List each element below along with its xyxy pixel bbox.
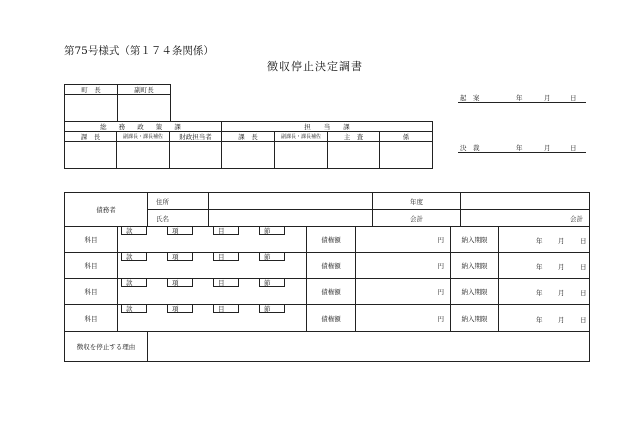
stamp-box-4[interactable] [221,141,275,169]
subject-label: 科目 [64,226,118,253]
moku-field[interactable]: 目 [213,278,239,287]
kou-field[interactable]: 項 [167,226,193,235]
moku-field[interactable]: 目 [213,226,239,235]
deadline-month: 月 [558,263,565,271]
account-input[interactable]: 会計 [460,209,590,227]
fiscal-year-label: 年度 [372,192,461,210]
senior-staff-header: 主 査 [327,131,380,142]
amount-input[interactable]: 円 [355,226,451,253]
decision-date-field[interactable] [458,143,586,153]
draft-label: 起 案 [460,94,480,102]
subject-label: 科目 [64,278,118,305]
general-affairs-dept-header: 総 務 政 策 課 [64,121,222,132]
draft-year-label: 年 [516,94,523,102]
amount-label: 債権額 [306,226,356,253]
finance-officer-header: 財政担当者 [169,131,222,142]
deadline-year: 年 [536,289,543,297]
reason-input[interactable] [147,331,590,362]
chief-header-2: 課 長 [221,131,275,142]
deadline-label: 納入期限 [450,278,499,305]
deadline-month: 月 [558,289,565,297]
document-title: 徴収停止決定調書 [267,60,363,73]
mayor-stamp-box[interactable] [64,94,118,122]
subject-label: 科目 [64,252,118,279]
address-input[interactable] [208,192,373,210]
amount-label: 債権額 [306,252,356,279]
stamp-box-3[interactable] [169,141,222,169]
setsu-field[interactable]: 節 [259,278,285,287]
deadline-month: 月 [558,237,565,245]
kou-field[interactable]: 項 [167,304,193,313]
deadline-day: 日 [580,237,587,245]
deadline-label: 納入期限 [450,252,499,279]
address-label: 住所 [147,192,209,210]
deadline-month: 月 [558,316,565,324]
moku-field[interactable]: 目 [213,304,239,313]
stamp-box-7[interactable] [379,141,433,169]
kou-field[interactable]: 項 [167,252,193,261]
mayor-header: 町 長 [64,84,118,95]
debtor-label: 債務者 [64,192,148,227]
deadline-label: 納入期限 [450,304,499,332]
kan-field[interactable]: 款 [121,278,147,287]
decision-day-label: 日 [570,144,577,152]
moku-field[interactable]: 目 [213,252,239,261]
deputy-mayor-stamp-box[interactable] [117,94,171,122]
deadline-input[interactable] [498,226,590,253]
amount-input[interactable]: 円 [355,304,451,332]
deadline-input[interactable] [498,278,590,305]
deadline-input[interactable] [498,252,590,279]
deadline-day: 日 [580,289,587,297]
reason-label: 徴収を停止する理由 [64,331,148,362]
setsu-field[interactable]: 節 [259,304,285,313]
fiscal-year-input[interactable] [460,192,590,210]
kan-field[interactable]: 款 [121,226,147,235]
deadline-day: 日 [580,263,587,271]
name-input[interactable] [208,209,373,227]
decision-label: 決 裁 [460,144,480,152]
stamp-box-2[interactable] [116,141,170,169]
stamp-box-1[interactable] [64,141,117,169]
chief-header-1: 課 長 [64,131,117,142]
draft-month-label: 月 [544,94,551,102]
subject-label: 科目 [64,304,118,332]
deadline-year: 年 [536,237,543,245]
kan-field[interactable]: 款 [121,304,147,313]
deadline-year: 年 [536,316,543,324]
kou-field[interactable]: 項 [167,278,193,287]
form-number: 第75号様式（第１７４条関係） [64,45,214,57]
decision-year-label: 年 [516,144,523,152]
deadline-year: 年 [536,263,543,271]
deadline-day: 日 [580,316,587,324]
draft-date-field[interactable] [458,93,586,103]
setsu-field[interactable]: 節 [259,252,285,261]
amount-input[interactable]: 円 [355,252,451,279]
kan-field[interactable]: 款 [121,252,147,261]
decision-month-label: 月 [544,144,551,152]
deputy-mayor-header: 副町長 [117,84,171,95]
amount-label: 債権額 [306,278,356,305]
stamp-box-5[interactable] [274,141,328,169]
draft-day-label: 日 [570,94,577,102]
amount-input[interactable]: 円 [355,278,451,305]
amount-label: 債権額 [306,304,356,332]
deputy-chief-header-2: 副課長・課長補佐 [274,131,328,142]
deadline-label: 納入期限 [450,226,499,253]
responsible-dept-header: 担 当 課 [221,121,433,132]
deadline-input[interactable] [498,304,590,332]
stamp-box-6[interactable] [327,141,380,169]
name-label: 氏名 [147,209,209,227]
deputy-chief-header-1: 副課長・課長補佐 [116,131,170,142]
setsu-field[interactable]: 節 [259,226,285,235]
account-label: 会計 [372,209,461,227]
staff-header: 係 [379,131,433,142]
